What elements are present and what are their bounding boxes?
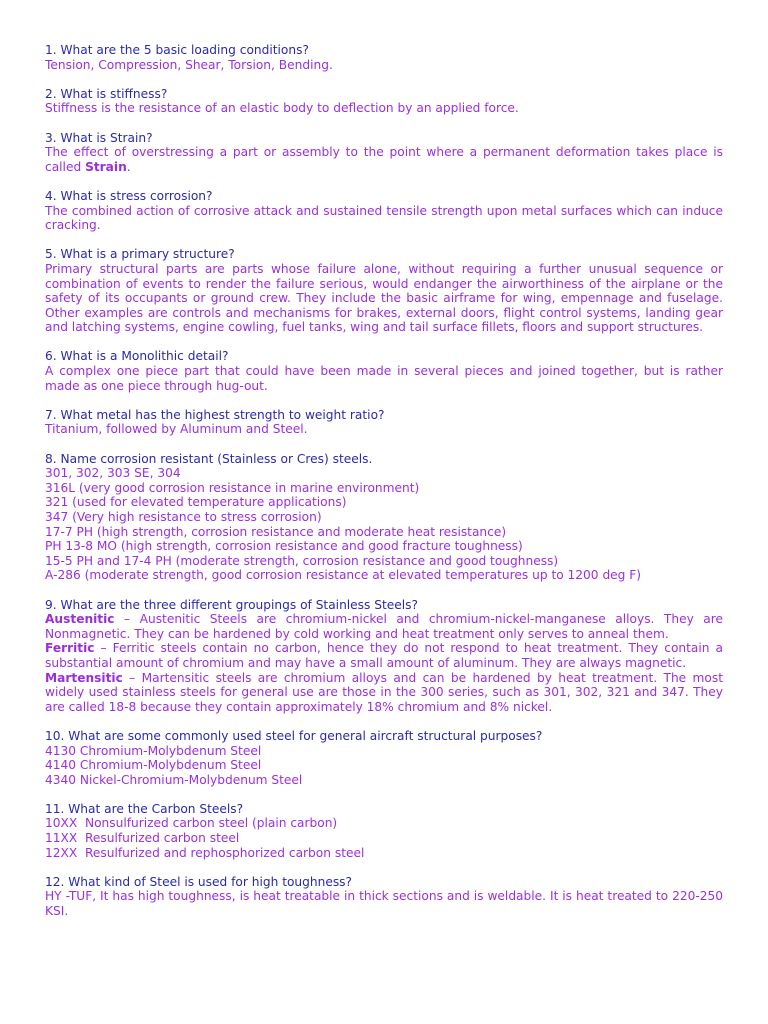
qa-1: [45, 43, 723, 72]
qa-10: [45, 729, 723, 787]
group-text: – Ferritic steels contain no carbon, hence they do not respond to heat treatment. They contain a substantial amount of chromium and may have a small amount of aluminum. They are always magnetic.: [45, 641, 723, 670]
answer-1: Tension, Compression, Shear, Torsion, Bending.: [45, 57, 333, 72]
question-9: 9. What are the three different groupings of Stainless Steels?: [45, 597, 418, 612]
steel-line: 4130 Chromium-Molybdenum Steel: [45, 743, 262, 758]
steel-line: A-286 (moderate strength, good corrosion resistance at elevated temperatures up to 1200 deg F): [45, 568, 642, 583]
steel-line: 4340 Nickel-Chromium-Molybdenum Steel: [45, 772, 303, 787]
carbon-steel-line: 12XX Resulfurized and rephosphorized carbon steel: [45, 845, 365, 860]
steel-line: 17-7 PH (high strength, corrosion resistance and moderate heat resistance): [45, 524, 507, 539]
group-term: Austenitic: [45, 612, 115, 627]
qa-5: [45, 247, 723, 335]
qa-9: [45, 598, 723, 715]
question-10: 10. What are some commonly used steel for general aircraft structural purposes?: [45, 728, 543, 743]
answer-3: [45, 145, 723, 174]
steel-line: PH 13-8 MO (high strength, corrosion resistance and good fracture toughness): [45, 539, 523, 554]
answer-3-bold-term: Strain: [85, 159, 127, 174]
qa-8: [45, 452, 723, 583]
group-text: – Martensitic steels are chromium alloys and can be hardened by heat treatment. The most widely used stainless steels for general use are those in the 300 series, such as 301, 302, 321 and 347. They are called 18-8 because they contain approximately 18% chromium and 8% nickel.: [45, 670, 723, 714]
question-2: 2. What is stiffness?: [45, 86, 168, 101]
qa-6: [45, 349, 723, 393]
question-12: 12. What kind of Steel is used for high toughness?: [45, 874, 353, 889]
answer-6: A complex one piece part that could have been made in several pieces and joined together, but is rather made as one piece through hug-out.: [45, 364, 723, 393]
question-1: 1. What are the 5 basic loading conditions?: [45, 43, 309, 57]
qa-3: [45, 131, 723, 175]
question-5: 5. What is a primary structure?: [45, 247, 235, 262]
question-8: 8. Name corrosion resistant (Stainless or Cres) steels.: [45, 451, 373, 466]
answer-5: Primary structural parts are parts whose failure alone, without requiring a further unusual sequence or combination of events to render the failure serious, would endanger the airworthiness of the airplane or the safety of its occupants or ground crew. They include the basic airframe for wing, empennage and fuselage. Other examples are controls and mechanisms for brakes, external doors, flight control systems, landing gear and latching systems, engine cowling, fuel tanks, wing and tail surface fillets, floors and support structures.: [45, 261, 723, 335]
qa-4: [45, 189, 723, 233]
carbon-steel-line: 11XX Resulfurized carbon steel: [45, 831, 240, 846]
carbon-steel-line: 10XX Nonsulfurized carbon steel (plain carbon): [45, 816, 338, 831]
answer-4: The combined action of corrosive attack and sustained tensile strength upon metal surfaces which can induce cracking.: [45, 203, 723, 233]
question-7: 7. What metal has the highest strength to weight ratio?: [45, 407, 385, 422]
answer-3-end: .: [126, 159, 131, 174]
group-ferritic: [45, 641, 723, 670]
answer-12: HY -TUF, It has high toughness, is heat treatable in thick sections and is weldable. It is heat treated to 220-250 KSI.: [45, 889, 723, 919]
question-11: 11. What are the Carbon Steels?: [45, 801, 244, 816]
group-term: Martensitic: [45, 670, 123, 685]
group-martensitic: [45, 671, 723, 715]
steel-line: 301, 302, 303 SE, 304: [45, 466, 181, 481]
steel-line: 316L (very good corrosion resistance in marine environment): [45, 480, 420, 495]
answer-7: Titanium, followed by Aluminum and Steel.: [45, 422, 308, 437]
answer-3-text: The effect of overstressing a part or assembly to the point where a permanent deformation takes place is called: [45, 145, 723, 174]
qa-7: [45, 408, 723, 437]
question-4: 4. What is stress corrosion?: [45, 188, 213, 203]
group-term: Ferritic: [45, 641, 95, 656]
group-text: – Austenitic Steels are chromium-nickel and chromium-nickel-manganese alloys. They are Nonmagnetic. They can be hardened by cold working and heat treatment only serves to anneal them.: [45, 612, 723, 641]
answer-2: Stiffness is the resistance of an elastic body to deflection by an applied force.: [45, 101, 519, 116]
steel-line: 4140 Chromium-Molybdenum Steel: [45, 758, 262, 773]
steel-line: 347 (Very high resistance to stress corrosion): [45, 510, 322, 524]
qa-12: [45, 875, 723, 919]
group-austenitic: [45, 612, 723, 641]
qa-2: [45, 87, 723, 116]
question-3: 3. What is Strain?: [45, 130, 153, 145]
steel-line: 321 (used for elevated temperature applications): [45, 495, 347, 510]
steel-line: 15-5 PH and 17-4 PH (moderate strength, corrosion resistance and good toughness): [45, 553, 559, 568]
document-page: [45, 43, 723, 933]
qa-11: [45, 802, 723, 860]
question-6: 6. What is a Monolithic detail?: [45, 349, 229, 364]
